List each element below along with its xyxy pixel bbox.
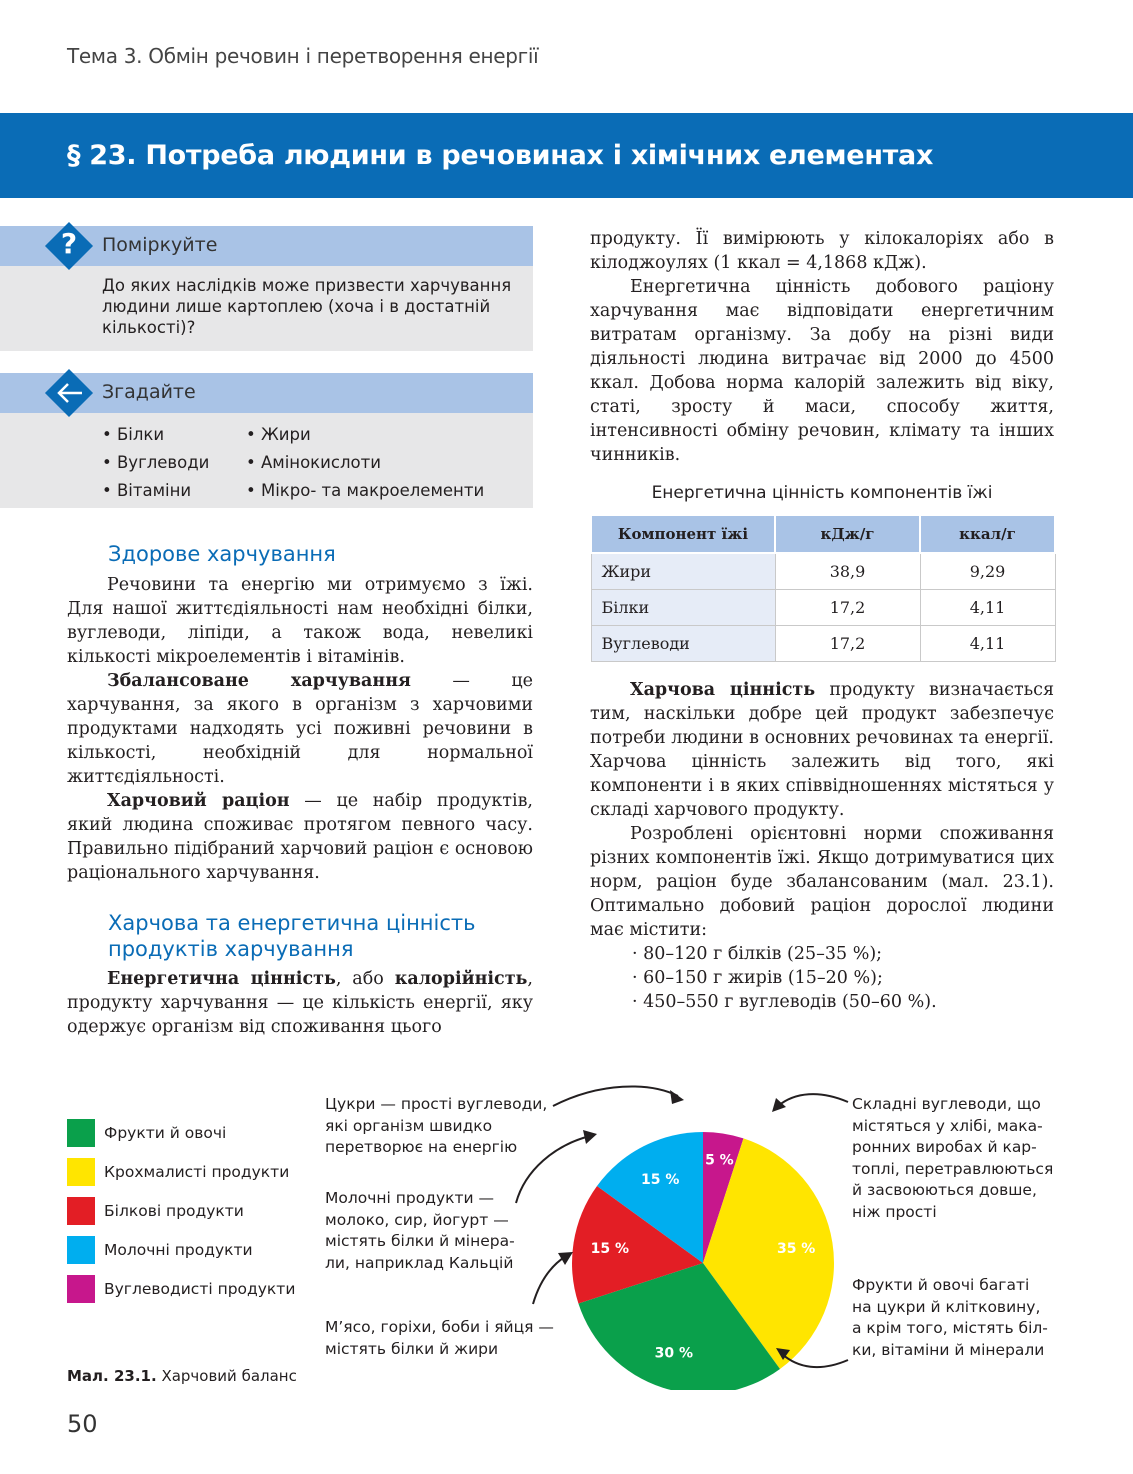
table-row [591,626,1055,662]
section1-body [67,573,533,885]
table-cell: 9,29 [920,553,1055,590]
table-cell: 4,11 [920,590,1055,626]
energy-table [590,514,1056,662]
table-row [591,590,1055,626]
paragraph: Харчовий раціон — це набір продуктів, який людина споживає протягом певного часу. Правильно підібраний харчовий раціон є основою раціонального харчування. [67,791,533,883]
legend-item: Крохмалисті продукти [67,1152,295,1191]
paragraph: Харчова цінність продукту визначається тим, наскільки добре цей продукт забезпечує потреби людини в основних речовинах та енергії. Харчова цінність залежить від того, які компоненти і в яких співвідношеннях містяться у складі харчового продукту. [590,680,1054,820]
column-header: Компонент їжі [591,515,775,553]
table-cell: 17,2 [775,590,920,626]
column-header: ккал/г [920,515,1055,553]
legend-item: Вуглеводисті продукти [67,1269,295,1308]
list-item: · 80–120 г білків (25–35 %); [632,944,883,964]
table-cell: 4,11 [920,626,1055,662]
list-item: • Амінокислоти [246,453,381,472]
arrow-meat [533,1256,566,1304]
table-row [591,553,1055,590]
page-title: § 23. Потреба людини в речовинах і хімічних елементах [67,140,934,171]
food-balance-pie-chart [0,1060,1133,1390]
table-cell: Вуглеводи [591,626,775,662]
figure-caption: Мал. 23.1. Харчовий баланс [67,1367,297,1385]
list-item: · 60–150 г жирів (15–20 %); [632,968,883,988]
table-cell: Білки [591,590,775,626]
think-box-text: До яких наслідків може призвести харчування людини лише картоплею (хоча і в достатній кількості)? [102,276,512,337]
legend-item: Фрукти й овочі [67,1113,295,1152]
running-header: Тема 3. Обмін речовин і перетворення енергії [67,44,539,68]
table-caption: Енергетична цінність компонентів їжі [651,483,993,503]
recall-box-label: Згадайте [102,381,196,403]
arrow-dairy [516,1136,590,1203]
pie-slice-label: 15 % [590,1241,630,1258]
table-cell: Жири [591,553,775,590]
recall-list-col2 [246,421,484,505]
annotation-fruit: Фрукти й овочі багаті на цукри й клітковину, а крім того, містять біл- ки, вітаміни й мінерали [852,1276,1048,1359]
list-item: · 450–550 г вуглеводів (50–60 %). [632,992,937,1012]
section-heading-healthy: Здорове харчування [108,542,336,566]
annotation-meat: М’ясо, горіхи, боби і яйця — містять білки й жири [325,1318,554,1358]
annotation-dairy: Молочні продукти — молоко, сир, йогурт — містять білки й мінера- ли, наприклад Кальцій [325,1189,515,1272]
think-box-label: Поміркуйте [102,234,218,256]
paragraph: Розроблені орієнтовні норми споживання різних компонентів їжі. Якщо дотримуватися цих норм, раціон буде збалансованим (мал. 23.1). Оптимально добовий раціон дорослої людини має містити: [590,824,1054,940]
page-number: 50 [67,1410,98,1438]
pie-slice-label: 15 % [640,1171,680,1188]
list-item: • Вітаміни [102,481,192,500]
table-header-row [591,515,1055,553]
list-item: • Мікро- та макроелементи [246,481,485,500]
list-item: • Жири [246,425,311,444]
list-item: • Білки [102,425,165,444]
paragraph: Речовини та енергію ми отримуємо з їжі. Для нашої життєдіяльності нам необхідні білки, вуглеводи, ліпіди, а також вода, невеликі кількості мікроелементів і вітамінів. [67,575,533,667]
section2-body [67,967,533,1039]
paragraph: Енергетична цінність, або калорійність, продукту харчування — це кількість енергії, яку одержує організм від споживання цього [67,969,533,1037]
right-col-bottom [590,678,1054,1014]
pie-slice-label: 5 % [705,1152,734,1169]
table-cell: 17,2 [775,626,920,662]
column-header: кДж/г [775,515,920,553]
pie-slice-label: 30 % [654,1345,694,1362]
arrow-complex [778,1094,848,1106]
paragraph: Збалансоване харчування — це харчування, за якого в організм з харчовими продуктами надходять усі поживні речовини в кількості, необхідній для нормальної життєдіяльності. [67,671,533,787]
legend-item: Молочні продукти [67,1230,295,1269]
legend-item: Білкові продукти [67,1191,295,1230]
pie-slice-label: 35 % [776,1241,816,1258]
norms-list [590,942,1054,1014]
paragraph: продукту. Її вимірюють у кілокалоріях або в кілоджоулях (1 ккал = 4,1868 кДж). [590,229,1054,273]
annotation-complex-carbs: Складні вуглеводи, що містяться у хлібі, мака- ронних виробах й кар- топлі, перетравлюються й засвоюються довше, ніж прості [852,1095,1054,1221]
recall-list-col1 [102,421,209,505]
table-cell: 38,9 [775,553,920,590]
arrow-sugar [553,1087,678,1106]
paragraph: Енергетична цінність добового раціону харчування має відповідати енергетичним витратам організму. За добу на різні види діяльності людина витрачає від 2000 до 4500 ккал. Добова норма калорій залежить від віку, статі, зросту й маси, способу життя, інтенсивності обміну речовин, клімату та інших чинників. [590,277,1054,465]
list-item: • Вуглеводи [102,453,210,472]
section-heading-value: Харчова та енергетична цінність продуктів харчування [108,911,476,961]
right-col-top [590,227,1054,467]
annotation-sugar: Цукри — прості вуглеводи, які організм швидко перетворює на енергію [325,1095,548,1156]
